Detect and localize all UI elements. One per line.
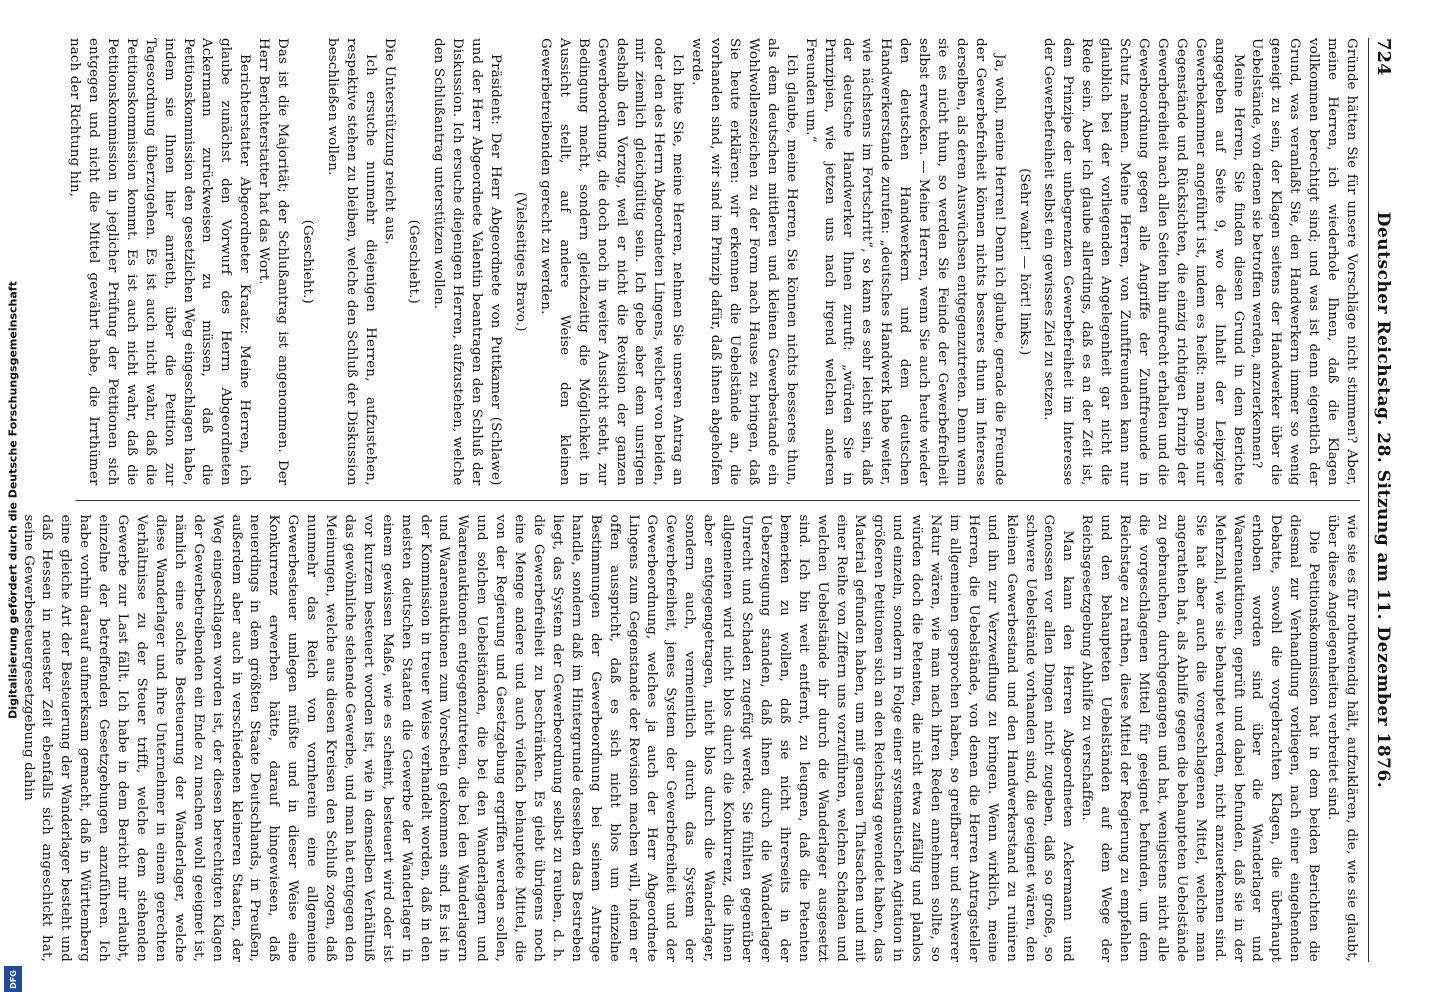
scanned-page [20,20,1416,980]
text-columns [20,38,1360,962]
paragraph: Die Petitionskommission hat in dem beiden Berichten die diesmal zur Verhandlung vorliegen, nach einer eingehenden Debatte, sowohl die vorgebrachten Klagen, die überhaupt erhoben worden sind über die Wanderlager und Waarenauktionen, geprüft und dabei befunden, daß sie in der Mehrzahl, wie sie behauptet werden, nicht anzuerkennen sind. Sie hat aber auch die vorgeschlagenen Mittel, welche man angerathen hat, als Abhilfe gegen die behaupteten Uebelstände zu gebrauchen, durchgegangen und hat, wenigstens nicht alle die vorgeschlagenen Mittel für geeignet befunden, um dem Reichstage zu rathen, diese Mittel der Regierung zu empfehlen und den behaupteten Uebelständen auf dem Wege der Reichsgesetzgebung Abhilfe zu verschaffen. [1079,514,1322,962]
paragraph: Das ist die Majorität; der Schlußantrag ist angenommen. Der Herr Berichterstatter hat das Wort. [256,38,291,486]
interjection: (Vielseitiges Bravo.) [513,191,529,332]
page-title: Deutscher Reichstag. 28. Sitzung am 11. Dezember 1876. [1373,211,1393,789]
paragraph: Ja, wohl, meine Herren! Denn ich glaube, gerade die Freunde der Gewerbefreiheit können nichts besseres thun im Interesse derselben, als deren Auswüchsen entgegenzutreten. Denn wenn sie es nicht thun, so werden Sie Feinde der Gewerbefreiheit selbst erwecken. — Meine Herren, wenn Sie auch heute wieder den deutschen Handwerkern und dem deutschen Handwerkerstande zurufen: „deutsches Handwerk habe weiter, wie nächstens im Fortschritt“, so kann es sehr leicht sein, daß der deutsche Handwerker Ihnen zuruft: „würden Sie in Prinzipien, wie jetzen uns nach irgend welchen anderen Freunden um.“ [802,38,1007,486]
dfg-logo-text: DFG [8,969,18,989]
page-number: 724 [1373,38,1394,76]
paragraph: Ich bitte Sie, meine Herren, nehmen Sie unseren Antrag an oder den des Herrn Abgeordneten Lingens, welcher von beiden, mir ziemlich gleichgültig sein. Ich gebe aber dem unsrigen deshalb den Vorzug, weil er nicht die Revision der ganzen Gewerbeordnung, die doch noch in weiter Aussicht steht, zur Bedingung macht, sondern gleichzeitig die Möglichkeit in Aussicht stellt, auf andere Weise den kleinen Gewerbetreibenden gerecht zu werden. [537,38,686,486]
paragraph: Präsident: Der Herr Abgeordnete von Puttkamer (Schlawe) und der Herr Abgeordnete Valentin beantragen den Schluß der Diskussion. Ich ersuche diejenigen Herren, aufzustehen, welche den Schlußantrag unterstützen wollen. [431,38,504,486]
paragraph: Ich glaube, meine Herren, Sie können nichts besseres thun, als dem deutschen mittleren und kleinen Gewerbestande ein Wohlwollenszeichen zu der Form nach Hause zu bringen, daß Sie heute erklären: wir erkennen die Uebelstände an, die vorhanden sind, wir sind im Prinzip dafür, daß ihnen abgeholfen werde. [689,38,799,486]
paragraph: Gründe hätten Sie für unsere Vorschläge nicht stimmen? Aber, meine Herren, ich wiederhole Ihnen, daß die Klagen vollkommen berechtigt sind; und was ist denn eigentlich der Grund, was veranlaßt Sie, den Handwerkern immer so wenig geneigt zu sein, der Klagen seitens der Handwerker über die Uebelstände, von denen sie betroffen werden, anzuerkennen? [1249,38,1359,486]
paragraph: Ich ersuche nunmehr diejenigen Herren, aufzustehen, respektive stehen zu bleiben, welche den Schluß der Diskussion beschließen wollen. [324,38,378,486]
scanned-page-area [20,0,1432,1000]
right-column [20,514,1360,963]
interjection: (Sehr wahr! — hört! links.) [1016,168,1032,356]
digitization-credit: Digitalisierung gefördert durch die Deutsche Forschungsgemeinschaft [6,281,20,719]
paragraph: Die Unterstützung reicht aus. [381,38,397,245]
paragraph: wie sie es für nothwendig hält, aufzuklären, die, wie sie glaubt, über diese Angelegenheiten verbreitet sind. [1325,514,1359,962]
paragraph: Meine Herren, Sie finden diesen Grund in dem Berichte angegeben auf Seite 9, wo der Inhalt der Leipziger Gewerbekammer angeführt ist, indem es heißt: man möge nur Gegenstände und Rücksichten, die einzig richtigen Prinzip der Gewerbefreiheit nach allen Seiten hin aufrecht erhalten und die Gewerbeordnung gegen alle Angriffe der Zunftfreunde in Schutz nehmen. Meine Herren, von Zunftfreunden kann nur glaublich bei der vorliegenden Angelegenheit gar nicht die Rede sein. Aber ich glaube allerdings, daß es an der Zeit ist, dem Prinzipe der unbegrenzten Gewerbefreiheit im Interesse der Gewerbefreiheit selbst ein gewisses Ziel zu setzen. [1041,38,1246,486]
column-divider [76,500,1360,501]
left-column [67,38,1360,486]
paragraph: Man kann den Herren Abgeordneten Ackermann und Genossen vor allen Dingen nicht zugeben, daß so große, so schwere Uebelstände vorhanden sind, die geeignet wären, den kleinen Gewerbestand und den Handwerkerstand zu ruiniren und ihn zur Verzweiflung zu bringen. Wenn wirklich, meine Herren, die Uebelstände, von denen die Herren Antragsteller im allgemeinen gesprochen haben, so greifbarer und schwerer Natur wären, wie man nach ihren Reden annehmen sollte, so würden doch die Petenten, die nicht etwa zufällig und planlos und einzeln, sondern in Folge einer systematischen Agitation in größeren Petitionen sich an den Reichstag gewendet haben, das Material gefunden haben, um mit genauen Thatsachen und mit einer Reihe von Ziffern uns vorzuführen, welchen Schaden und welchen Uebelstände ihr durch die Wanderlager ausgesetzt sind. Ich bin weit entfernt, zu leugnen, daß die Petenten bemerken zu wollen, daß sie nicht ihrerseits in der Ueberzeugung standen, daß ihnen durch die Wanderlager Unrecht und Schaden zugefügt werde. Sie fühlten gegenüber allgemeinen wird nicht blos durch die Konkurrenz, die ihnen aber entgegengetragen, nicht blos durch die Wanderlager, sondern auch, vermeintlich durch das System der Gewerbefreiheit, jenes System der Gewerbefreiheit und der Gewerbeordnung, welches ja auch der Herr Abgeordnete Lingens zum Gegenstande der Revision machen will, indem er offen ausspricht, daß es sich nicht blos um einzelne Bestimmungen der Gewerbeordnung bei seinem Antrage handle, sondern daß im Hintergrunde desselben das Bestreben liegt, das System der Gewerbeordnung selbst zu rauben, d. h. die Gewerbefreiheit zu beschränken. Es giebt übrigens noch eine Menge andere und auch vielfach behauptete Mittel, die von der Regierung und Gesetzgebung ergriffen werden sollen, und solchen Uebelständen, die bei den Wanderlagern und Waarenauktionen entgegenzutreten, die bei den Wanderlagern und Waarenauktionen zum Vorschein gekommen sind. Es ist in der Kommission in treuer Weise verhandelt worden, daß in den meisten deutschen Staaten die Gewerbe der Wanderlager in einem gewissen Maße, wie es scheint, besteuert wird oder ist vor kurzem besteuert worden ist, wie in demselben Verhältniß das gewöhnliche stehende Gewerbe, und man hat entgegen den Meinungen, welche aus diesen Kreisen den Schluß zogen, daß nunmehr das Reich von vornherein eine allgemeine Gewerbesteuer umlegen müßte und in dieser Weise eine Konkurrenz erwerben hätte, darauf hingewiesen, daß neuerdings in dem größten Staate Deutschlands, in Preußen, außerdem aber auch in verschiedenen kleineren Staaten, der Weg eingeschlagen worden ist, der diesen berechtigten Klagen der Gewerbetreibenden ein Ende zu machen wohl geeignet ist, nämlich eine solche Besteuerung der Wanderlager, welche diese Wanderlager und ihre Unternehmer in einem gerechten Verhältnisse zu der Steuer trifft, welche dem stehenden Gewerbe zur Last fällt. Ich habe in dem Bericht mir erlaubt, einzelne der betreffenden Gesetzgebungen anzuführen. Ich habe vorhin darauf aufmerksam gemacht, daß in Württemberg eine gleiche Art der Besteuerung der Wanderlager besteht und daß Hessen in neuester Zeit ebenfalls sich angeschickt hat, seine Gewerbesteuergesetzgebung dahin [20,514,1076,962]
paragraph: Berichterstatter Abgeordneter Kraatz: Meine Herren, ich glaube zunächst den Vorwurf des Herrn Abgeordneten Ackermann zurückweisen zu müssen, daß die Petitionskommission den gesetzlichen Weg eingeschlagen habe, indem sie Ihnen hier anrieth, über die Petition zur Tagesordnung überzugehen. Es ist auch nicht wahr, daß die Petitionskommission kommt. Es ist auch nicht wahr, daß die Petitionskommission in jeglicher Prüfung der Petitionen sich entgegen und nicht die Mittel gewährt habe, die Irrthümer nach der Richtung hin, [67,38,253,486]
interjection: (Geschieht.) [299,219,315,304]
interjection: (Geschieht.) [406,219,422,304]
page-header [1368,38,1394,962]
dfg-logo-icon [4,966,22,992]
